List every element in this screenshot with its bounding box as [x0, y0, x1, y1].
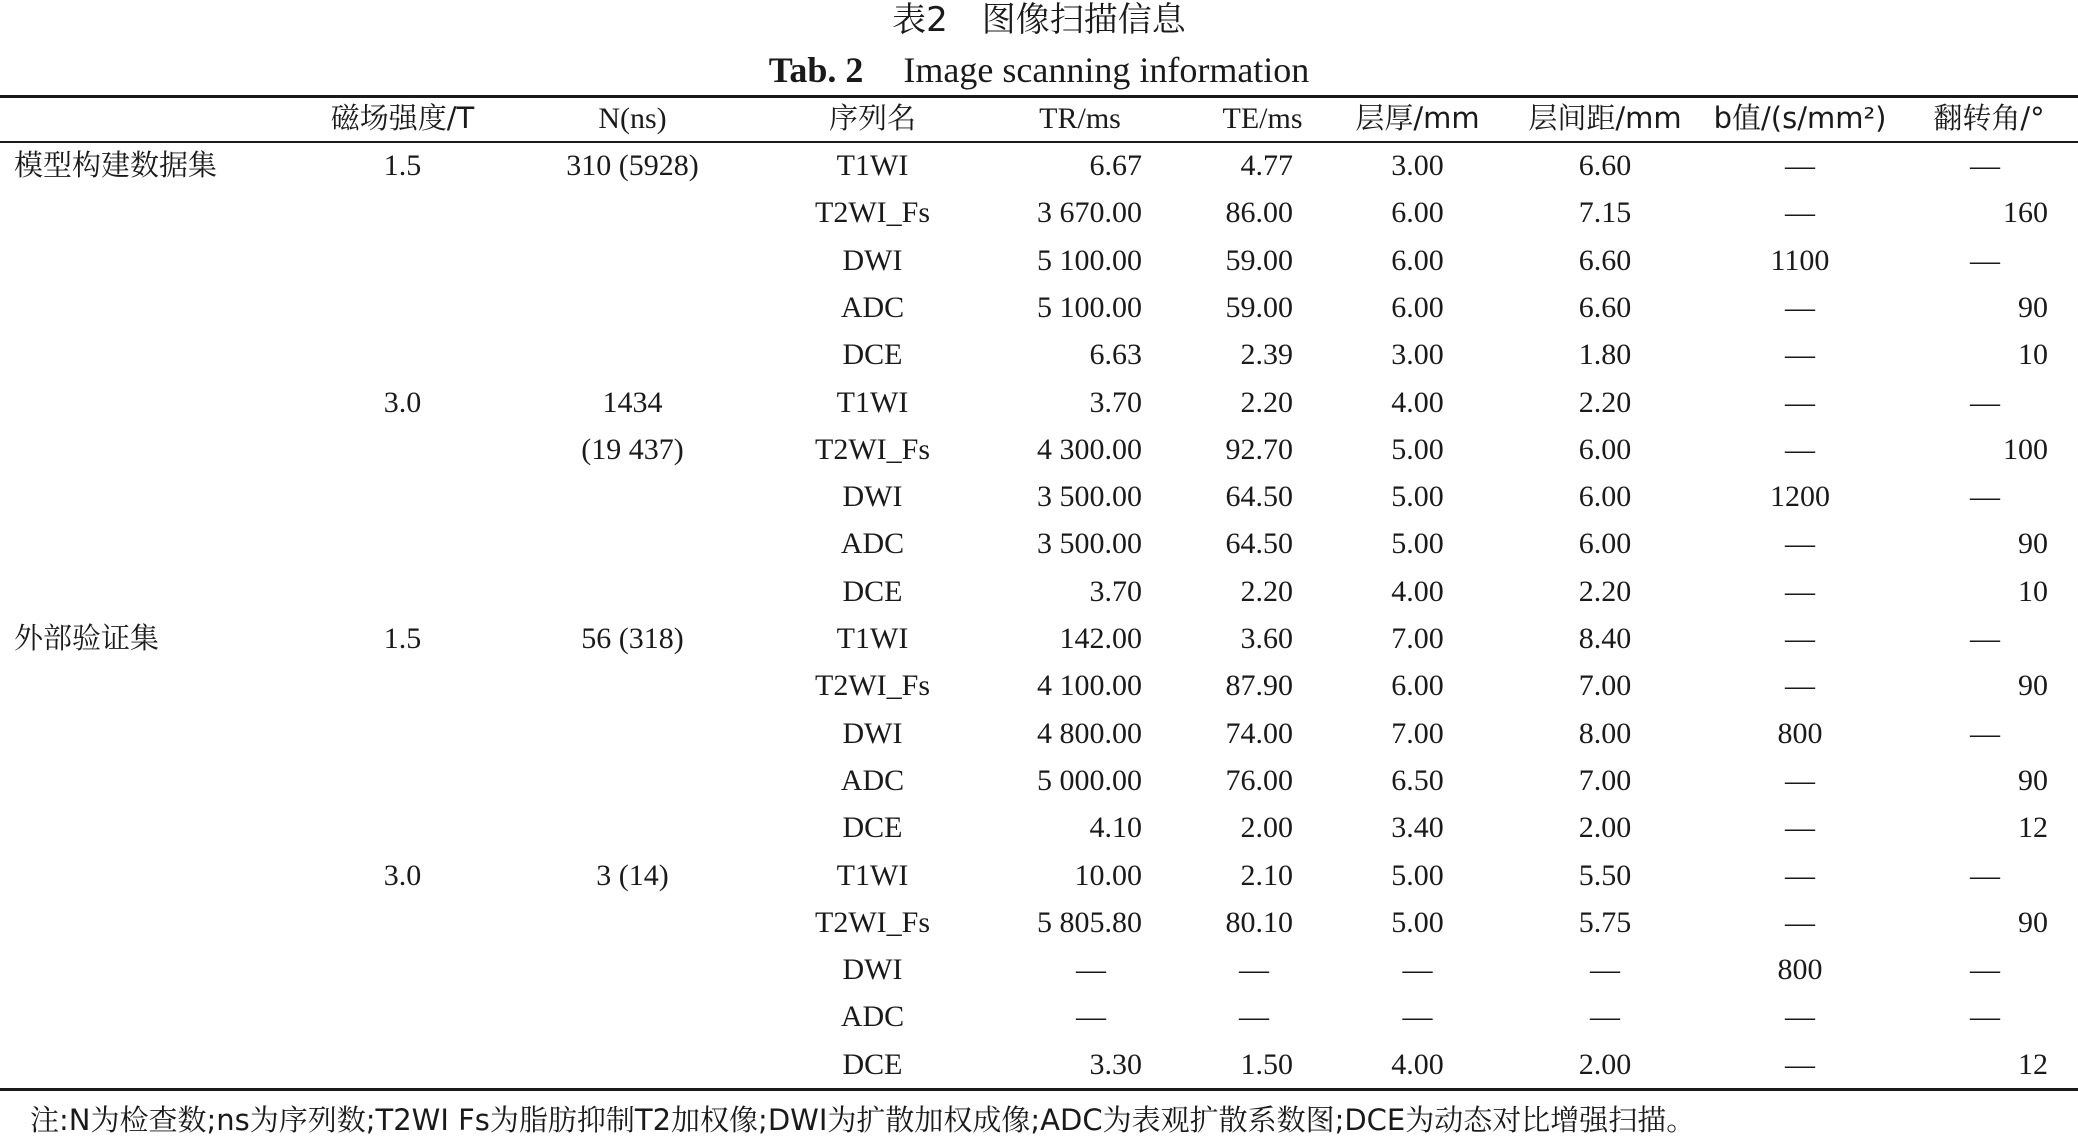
header-thickness: 层厚/mm: [1355, 101, 1480, 135]
b-value-cell: —: [1785, 385, 1815, 419]
tr-cell: 6.63: [1089, 338, 1142, 372]
flip-angle-cell: —: [1970, 953, 2000, 987]
sequence-cell: T2WI_Fs: [815, 196, 930, 230]
b-value-cell: 1100: [1770, 243, 1830, 277]
flip-angle-cell: 160: [2003, 196, 2048, 230]
tr-cell: —: [1076, 953, 1106, 987]
flip-angle-cell: —: [1970, 243, 2000, 277]
tr-cell: 3.70: [1089, 574, 1142, 608]
thickness-cell: 4.00: [1391, 574, 1444, 608]
te-cell: 2.20: [1240, 574, 1293, 608]
te-cell: 64.50: [1225, 527, 1293, 561]
flip-angle-cell: —: [1970, 716, 2000, 750]
tr-cell: 5 100.00: [1037, 243, 1142, 277]
b-value-cell: —: [1785, 338, 1815, 372]
spacing-cell: 2.00: [1578, 811, 1632, 845]
sequence-cell: ADC: [840, 1000, 905, 1034]
thickness-cell: 6.00: [1391, 669, 1444, 703]
b-value-cell: —: [1785, 905, 1815, 939]
b-value-cell: 800: [1777, 716, 1823, 750]
field-strength-cell: 1.5: [383, 622, 422, 655]
b-value-cell: —: [1785, 1047, 1815, 1081]
te-cell: 2.10: [1240, 858, 1293, 892]
table-label-en: Tab. 2: [768, 50, 864, 90]
thickness-cell: 7.00: [1391, 622, 1444, 655]
tr-cell: 3.30: [1089, 1047, 1142, 1081]
sequence-cell: DCE: [842, 811, 903, 845]
b-value-cell: —: [1785, 622, 1815, 655]
thickness-cell: 6.50: [1391, 763, 1444, 797]
header-tr: TR/ms: [1039, 102, 1121, 135]
te-cell: 64.50: [1225, 480, 1293, 514]
thickness-cell: 3.00: [1391, 338, 1444, 372]
flip-angle-cell: 90: [2018, 669, 2048, 703]
thickness-cell: 6.00: [1391, 196, 1444, 230]
te-cell: 86.00: [1225, 196, 1293, 230]
te-cell: 2.39: [1240, 338, 1293, 372]
te-cell: 4.77: [1240, 149, 1293, 182]
thickness-cell: 3.40: [1391, 811, 1444, 845]
b-value-cell: —: [1785, 811, 1815, 845]
te-cell: 74.00: [1225, 716, 1293, 750]
tr-cell: —: [1076, 1000, 1106, 1034]
te-cell: 3.60: [1240, 622, 1293, 655]
spacing-cell: —: [1590, 1000, 1620, 1034]
spacing-cell: —: [1590, 953, 1620, 987]
count-cell: (19 437): [581, 432, 684, 466]
te-cell: 59.00: [1225, 243, 1293, 277]
spacing-cell: 5.75: [1578, 905, 1632, 939]
table-title-cn: 表2 图像扫描信息: [892, 0, 1186, 40]
field-strength-cell: 3.0: [383, 385, 422, 419]
header-flip-angle: 翻转角/°: [1933, 101, 2045, 135]
count-cell: 310 (5928): [566, 149, 699, 182]
sequence-cell: T1WI: [836, 622, 909, 655]
te-cell: —: [1239, 953, 1269, 987]
flip-angle-cell: —: [1970, 149, 2000, 182]
sequence-cell: DWI: [842, 716, 903, 750]
thickness-cell: —: [1402, 953, 1433, 987]
te-cell: 80.10: [1225, 905, 1293, 939]
b-value-cell: —: [1785, 290, 1815, 324]
thickness-cell: 7.00: [1391, 716, 1444, 750]
flip-angle-cell: 10: [2018, 574, 2048, 608]
te-cell: 2.00: [1240, 811, 1293, 845]
thickness-cell: 3.00: [1391, 149, 1444, 182]
header-count: N(ns): [598, 102, 667, 135]
sequence-cell: DCE: [842, 574, 903, 608]
spacing-cell: 7.15: [1578, 196, 1632, 230]
b-value-cell: —: [1785, 669, 1815, 703]
spacing-cell: 6.60: [1578, 243, 1632, 277]
tr-cell: 3 670.00: [1037, 196, 1142, 230]
sequence-cell: ADC: [840, 527, 905, 561]
b-value-cell: —: [1785, 432, 1815, 466]
field-strength-cell: 1.5: [383, 149, 422, 182]
spacing-cell: 6.00: [1578, 527, 1632, 561]
te-cell: 76.00: [1225, 763, 1293, 797]
tr-cell: 4.10: [1089, 811, 1142, 845]
spacing-cell: 2.20: [1578, 385, 1632, 419]
flip-angle-cell: 100: [2003, 432, 2048, 466]
b-value-cell: —: [1785, 858, 1815, 892]
flip-angle-cell: —: [1970, 385, 2000, 419]
flip-angle-cell: 90: [2018, 290, 2048, 324]
b-value-cell: —: [1785, 1000, 1815, 1034]
b-value-cell: —: [1785, 196, 1815, 230]
flip-angle-cell: —: [1970, 858, 2000, 892]
header-b-value: b值/(s/mm²): [1713, 101, 1887, 135]
spacing-cell: 8.00: [1578, 716, 1632, 750]
thickness-cell: 5.00: [1391, 432, 1444, 466]
flip-angle-cell: 90: [2018, 763, 2048, 797]
te-cell: 87.90: [1225, 669, 1293, 703]
sequence-cell: DWI: [842, 953, 903, 987]
flip-angle-cell: 90: [2018, 905, 2048, 939]
sequence-cell: DCE: [842, 338, 903, 372]
tr-cell: 142.00: [1059, 622, 1142, 655]
spacing-cell: 6.00: [1578, 480, 1632, 514]
flip-angle-cell: 12: [2018, 811, 2048, 845]
tr-cell: 4 800.00: [1037, 716, 1142, 750]
thickness-cell: 5.00: [1391, 527, 1444, 561]
te-cell: 92.70: [1225, 432, 1293, 466]
count-cell: 3 (14): [596, 858, 669, 892]
count-cell: 1434: [602, 385, 663, 419]
tr-cell: 3 500.00: [1037, 527, 1142, 561]
spacing-cell: 6.60: [1578, 290, 1632, 324]
tr-cell: 10.00: [1074, 858, 1142, 892]
te-cell: —: [1239, 1000, 1269, 1034]
tr-cell: 3.70: [1089, 385, 1142, 419]
count-cell: 56 (318): [581, 622, 684, 655]
spacing-cell: 7.00: [1578, 763, 1632, 797]
tr-cell: 5 100.00: [1037, 290, 1142, 324]
tr-cell: 5 000.00: [1037, 763, 1142, 797]
spacing-cell: 6.00: [1578, 432, 1632, 466]
header-field: 磁场强度/T: [330, 101, 475, 135]
thickness-cell: 4.00: [1391, 1047, 1444, 1081]
sequence-cell: T2WI_Fs: [815, 432, 930, 466]
tr-cell: 4 100.00: [1037, 669, 1142, 703]
te-cell: 59.00: [1225, 290, 1293, 324]
header-te: TE/ms: [1222, 102, 1303, 135]
flip-angle-cell: 10: [2018, 338, 2048, 372]
spacing-cell: 2.00: [1578, 1047, 1632, 1081]
b-value-cell: 800: [1777, 953, 1823, 987]
sequence-cell: T1WI: [836, 858, 909, 892]
spacing-cell: 5.50: [1578, 858, 1632, 892]
sequence-cell: DWI: [842, 480, 903, 514]
thickness-cell: 4.00: [1391, 385, 1444, 419]
sequence-cell: T2WI_Fs: [815, 669, 930, 703]
b-value-cell: —: [1785, 763, 1815, 797]
b-value-cell: —: [1785, 574, 1815, 608]
table-caption-en: Image scanning information: [903, 50, 1310, 90]
te-cell: 1.50: [1240, 1047, 1293, 1081]
b-value-cell: —: [1785, 527, 1815, 561]
b-value-cell: —: [1785, 149, 1815, 182]
spacing-cell: 2.20: [1578, 574, 1632, 608]
spacing-cell: 6.60: [1578, 149, 1632, 182]
tr-cell: 4 300.00: [1037, 432, 1142, 466]
thickness-cell: 5.00: [1391, 905, 1444, 939]
spacing-cell: 7.00: [1578, 669, 1632, 703]
thickness-cell: 5.00: [1391, 858, 1444, 892]
spacing-cell: 1.80: [1578, 338, 1632, 372]
group-label: 外部验证集: [14, 621, 160, 655]
sequence-cell: DCE: [842, 1047, 903, 1081]
sequence-cell: ADC: [840, 763, 905, 797]
sequence-cell: ADC: [840, 290, 905, 324]
tr-cell: 3 500.00: [1037, 480, 1142, 514]
sequence-cell: T1WI: [836, 149, 909, 182]
thickness-cell: 6.00: [1391, 243, 1444, 277]
spacing-cell: 8.40: [1578, 622, 1632, 655]
thickness-cell: —: [1402, 1000, 1433, 1034]
flip-angle-cell: —: [1970, 480, 2000, 514]
table-title-en: [0, 48, 2078, 92]
thickness-cell: 5.00: [1391, 480, 1444, 514]
flip-angle-cell: 12: [2018, 1047, 2048, 1081]
bottom-rule: [0, 1088, 2078, 1091]
tr-cell: 5 805.80: [1037, 905, 1142, 939]
header-sequence: 序列名: [828, 101, 916, 135]
tr-cell: 6.67: [1089, 149, 1142, 182]
thickness-cell: 6.00: [1391, 290, 1444, 324]
flip-angle-cell: —: [1970, 1000, 2000, 1034]
sequence-cell: T1WI: [836, 385, 909, 419]
b-value-cell: 1200: [1770, 480, 1830, 514]
flip-angle-cell: 90: [2018, 527, 2048, 561]
header-spacing: 层间距/mm: [1528, 101, 1682, 135]
field-strength-cell: 3.0: [383, 858, 422, 892]
sequence-cell: DWI: [842, 243, 903, 277]
flip-angle-cell: —: [1970, 622, 2000, 655]
sequence-cell: T2WI_Fs: [815, 905, 930, 939]
table-note: 注:N为检查数;ns为序列数;T2WI Fs为脂肪抑制T2加权像;DWI为扩散加权成像;ADC为表观扩散系数图;DCE为动态对比增强扫描。: [30, 1103, 1696, 1137]
group-label: 模型构建数据集: [14, 148, 218, 182]
te-cell: 2.20: [1240, 385, 1293, 419]
